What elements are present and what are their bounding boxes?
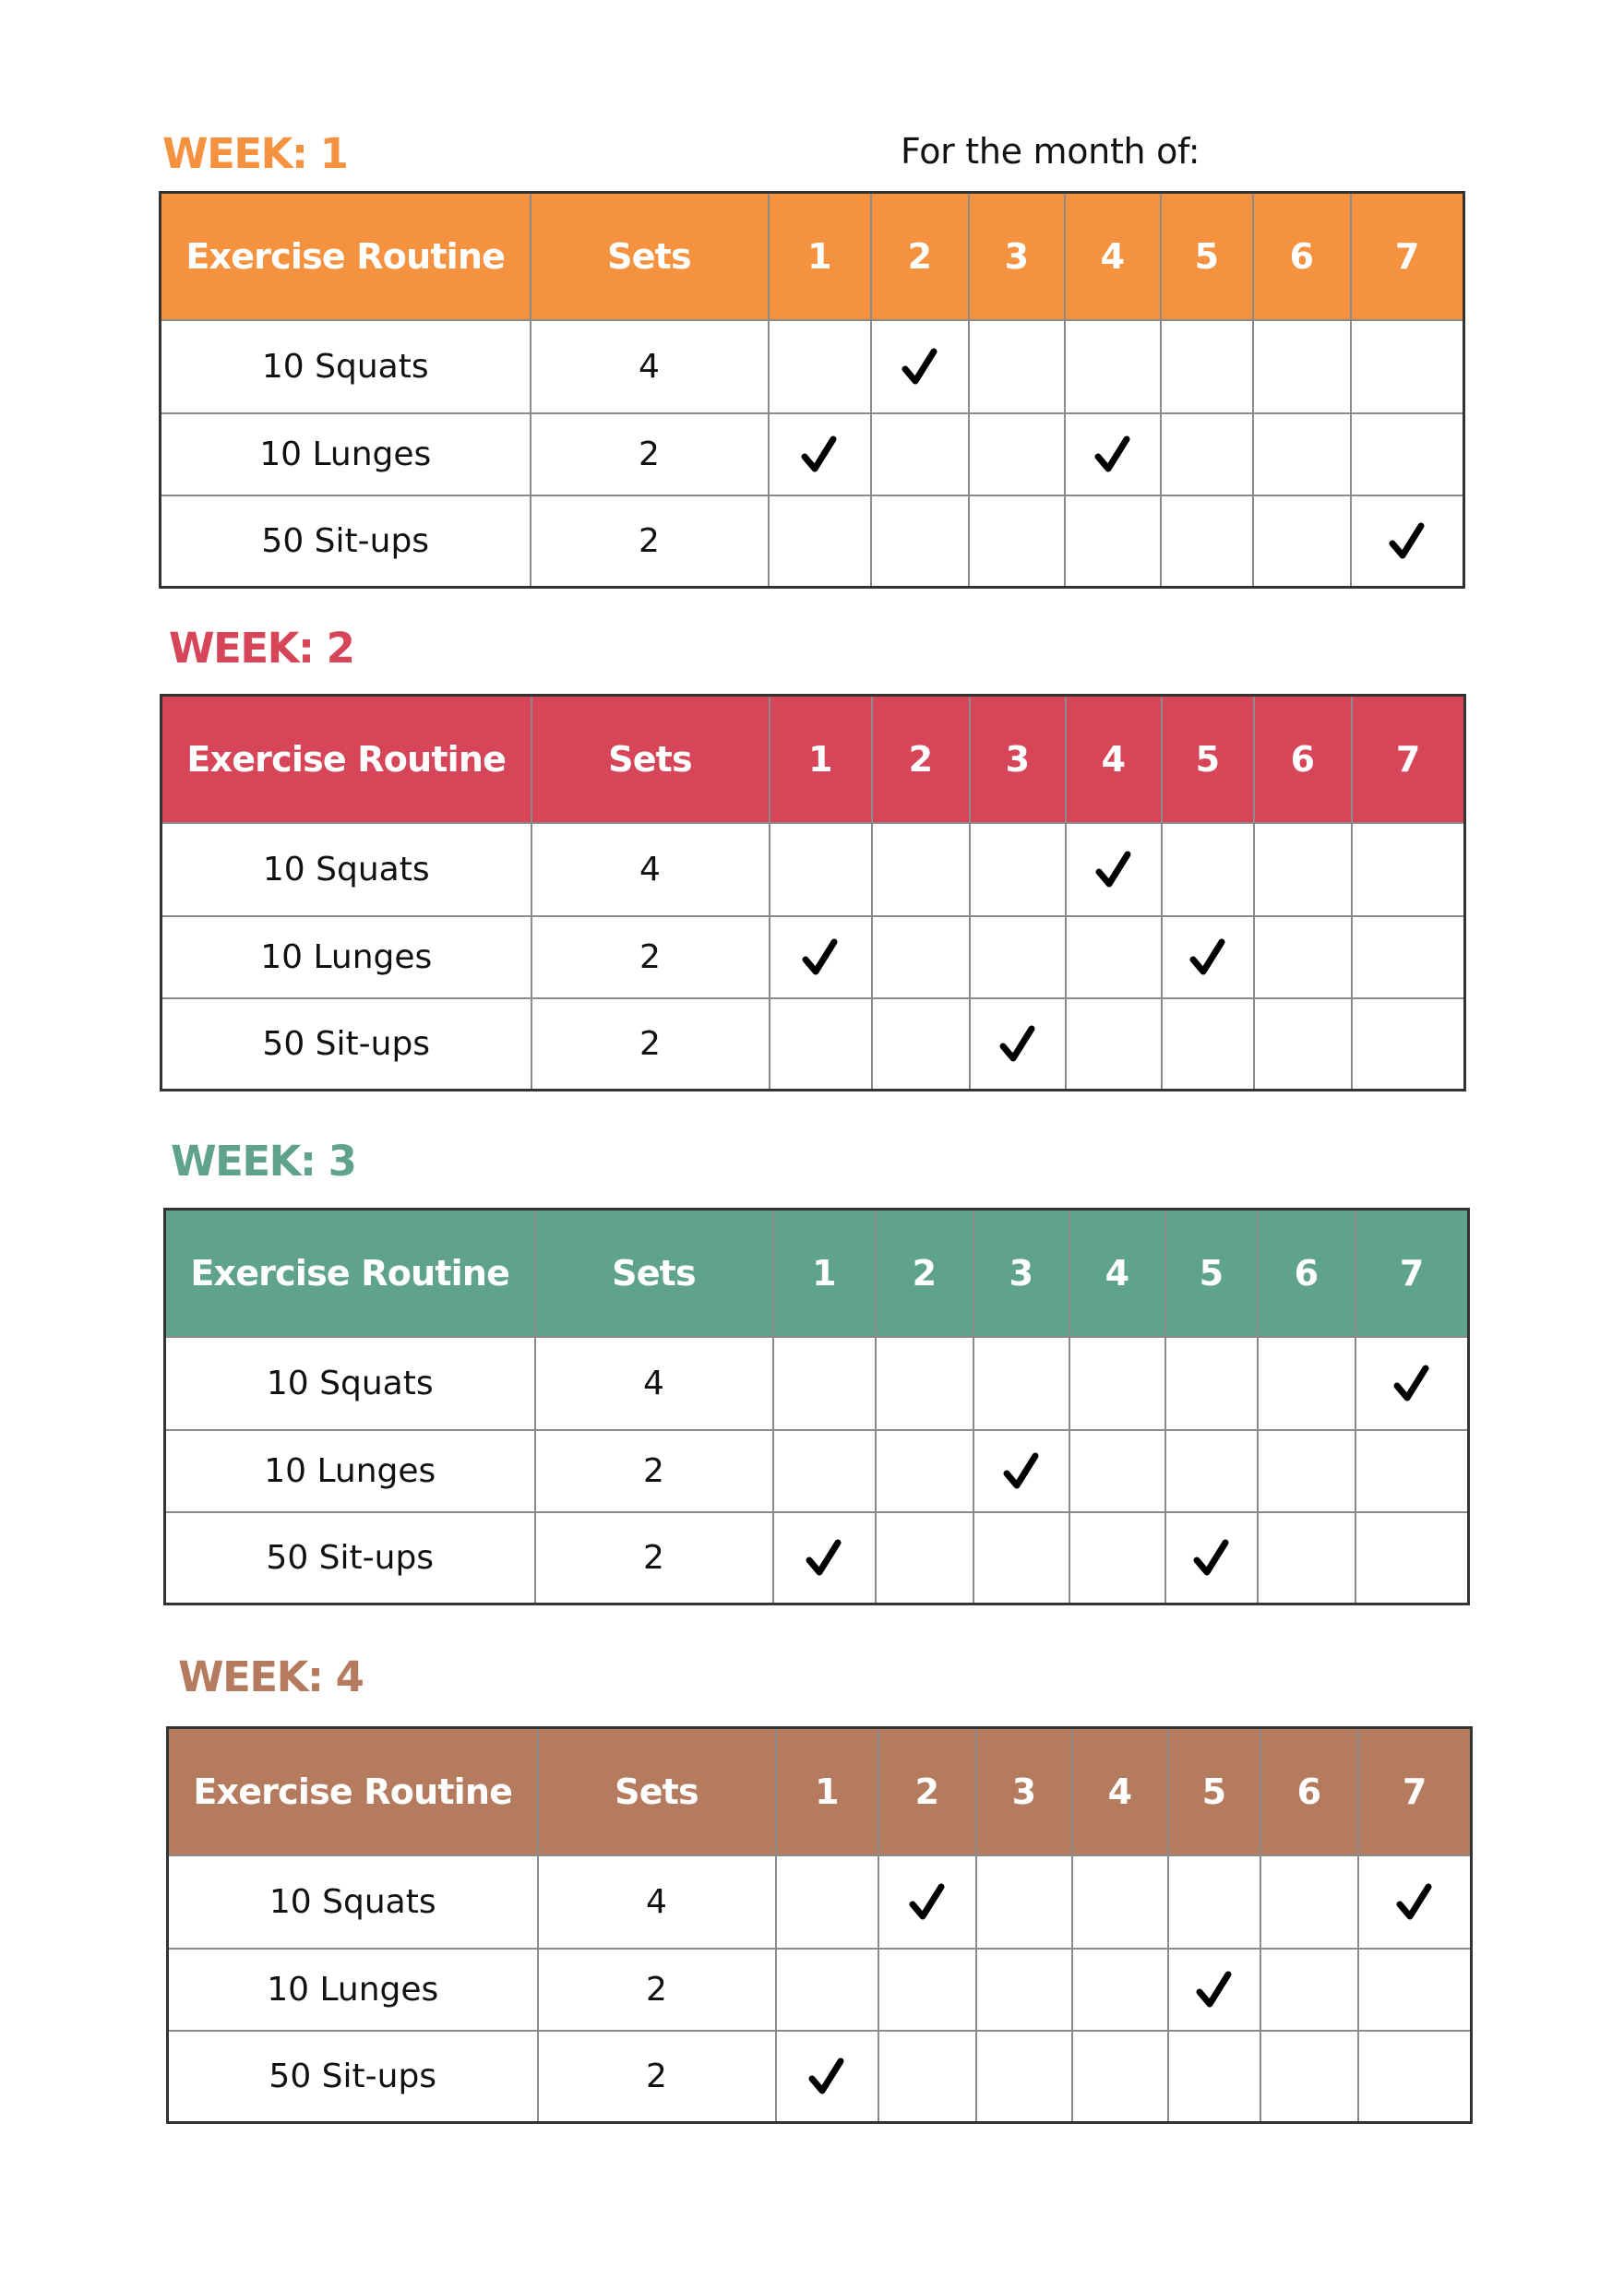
day-6-cell[interactable] <box>1258 1430 1355 1512</box>
day-1-cell[interactable] <box>773 1512 876 1604</box>
week-2-title: WEEK: 2 <box>169 624 354 673</box>
day-1-cell[interactable] <box>769 320 871 413</box>
checkmark-icon <box>1195 1970 1234 2010</box>
day-5-cell[interactable] <box>1162 916 1254 998</box>
header-day-6: 6 <box>1258 1210 1355 1338</box>
day-4-cell[interactable] <box>1065 320 1161 413</box>
header-exercise-routine: Exercise Routine <box>168 1728 538 1856</box>
day-5-cell[interactable] <box>1165 1430 1258 1512</box>
day-3-cell[interactable] <box>976 1855 1072 1949</box>
day-1-cell[interactable] <box>776 2031 878 2123</box>
sets-value: 4 <box>535 1337 773 1430</box>
header-row <box>165 1210 1469 1338</box>
day-7-cell[interactable] <box>1355 1430 1469 1512</box>
day-1-cell[interactable] <box>770 823 872 916</box>
header-sets: Sets <box>531 696 770 824</box>
day-7-cell[interactable] <box>1351 495 1464 588</box>
exercise-row <box>165 1337 1469 1430</box>
exercise-name: 10 Squats <box>161 320 531 413</box>
day-1-cell[interactable] <box>773 1430 876 1512</box>
day-5-cell[interactable] <box>1162 823 1254 916</box>
day-6-cell[interactable] <box>1253 320 1351 413</box>
header-day-6: 6 <box>1253 193 1351 321</box>
sets-value: 2 <box>535 1512 773 1604</box>
day-2-cell[interactable] <box>872 916 970 998</box>
header-day-4: 4 <box>1072 1728 1168 1856</box>
header-day-5: 5 <box>1162 696 1254 824</box>
checkmark-icon <box>1392 1364 1431 1404</box>
header-day-2: 2 <box>872 696 970 824</box>
exercise-row <box>161 916 1465 998</box>
day-7-cell[interactable] <box>1358 1855 1472 1949</box>
header-day-2: 2 <box>878 1728 976 1856</box>
day-4-cell[interactable] <box>1065 495 1161 588</box>
checkmark-icon <box>998 1024 1037 1065</box>
day-2-cell[interactable] <box>876 1512 973 1604</box>
month-label: For the month of: <box>901 131 1200 172</box>
day-3-cell[interactable] <box>970 823 1066 916</box>
exercise-row <box>168 1949 1472 2031</box>
exercise-row <box>165 1430 1469 1512</box>
day-7-cell[interactable] <box>1358 2031 1472 2123</box>
day-7-cell[interactable] <box>1355 1512 1469 1604</box>
header-exercise-routine: Exercise Routine <box>165 1210 535 1338</box>
day-6-cell[interactable] <box>1253 413 1351 495</box>
day-4-cell[interactable] <box>1072 2031 1168 2123</box>
day-4-cell[interactable] <box>1066 916 1162 998</box>
exercise-name: 10 Lunges <box>168 1949 538 2031</box>
checkmark-icon <box>1388 521 1427 562</box>
checkmark-icon <box>807 2057 846 2097</box>
day-2-cell[interactable] <box>876 1430 973 1512</box>
exercise-name: 10 Lunges <box>165 1430 535 1512</box>
header-day-3: 3 <box>973 1210 1069 1338</box>
exercise-row <box>161 998 1465 1091</box>
day-5-cell[interactable] <box>1168 1855 1260 1949</box>
header-day-2: 2 <box>876 1210 973 1338</box>
day-1-cell[interactable] <box>770 998 872 1091</box>
day-7-cell[interactable] <box>1351 320 1464 413</box>
day-3-cell[interactable] <box>970 916 1066 998</box>
day-4-cell[interactable] <box>1069 1337 1165 1430</box>
exercise-row <box>161 495 1464 588</box>
header-day-1: 1 <box>776 1728 878 1856</box>
checkmark-icon <box>1094 850 1133 890</box>
exercise-name: 50 Sit-ups <box>161 495 531 588</box>
header-day-4: 4 <box>1066 696 1162 824</box>
exercise-name: 50 Sit-ups <box>165 1512 535 1604</box>
header-day-3: 3 <box>970 696 1066 824</box>
day-6-cell[interactable] <box>1260 1949 1358 2031</box>
day-3-cell[interactable] <box>976 1949 1072 2031</box>
header-day-7: 7 <box>1352 696 1465 824</box>
sets-value: 2 <box>538 1949 776 2031</box>
day-2-cell[interactable] <box>872 998 970 1091</box>
checkmark-icon <box>805 1538 843 1579</box>
week-3-title: WEEK: 3 <box>171 1137 356 1186</box>
day-4-cell[interactable] <box>1066 823 1162 916</box>
exercise-name: 50 Sit-ups <box>161 998 531 1091</box>
day-2-cell[interactable] <box>872 823 970 916</box>
exercise-row <box>161 413 1464 495</box>
exercise-name: 50 Sit-ups <box>168 2031 538 2123</box>
day-5-cell[interactable] <box>1162 998 1254 1091</box>
day-6-cell[interactable] <box>1260 1855 1358 1949</box>
exercise-name: 10 Lunges <box>161 413 531 495</box>
day-7-cell[interactable] <box>1352 823 1465 916</box>
week-3-table <box>163 1208 1470 1605</box>
day-1-cell[interactable] <box>776 1855 878 1949</box>
exercise-name: 10 Squats <box>161 823 531 916</box>
week-1-table <box>159 191 1465 589</box>
header-day-3: 3 <box>969 193 1065 321</box>
day-4-cell[interactable] <box>1072 1949 1168 2031</box>
checkmark-icon <box>908 1882 947 1923</box>
day-6-cell[interactable] <box>1254 998 1352 1091</box>
header-day-1: 1 <box>769 193 871 321</box>
sets-value: 2 <box>531 916 770 998</box>
checkmark-icon <box>1093 435 1132 475</box>
day-2-cell[interactable] <box>878 1949 976 2031</box>
sets-value: 4 <box>531 823 770 916</box>
day-7-cell[interactable] <box>1352 916 1465 998</box>
day-4-cell[interactable] <box>1066 998 1162 1091</box>
header-day-6: 6 <box>1260 1728 1358 1856</box>
day-7-cell[interactable] <box>1355 1337 1469 1430</box>
day-3-cell[interactable] <box>973 1430 1069 1512</box>
day-3-cell[interactable] <box>970 998 1066 1091</box>
day-6-cell[interactable] <box>1260 2031 1358 2123</box>
week-4-table <box>166 1726 1473 2124</box>
day-3-cell[interactable] <box>969 413 1065 495</box>
day-3-cell[interactable] <box>976 2031 1072 2123</box>
exercise-row <box>168 2031 1472 2123</box>
day-5-cell[interactable] <box>1168 2031 1260 2123</box>
checkmark-icon <box>1002 1451 1041 1492</box>
header-sets: Sets <box>531 193 769 321</box>
day-5-cell[interactable] <box>1165 1337 1258 1430</box>
checkmark-icon <box>1395 1882 1434 1923</box>
sets-value: 2 <box>531 998 770 1091</box>
day-4-cell[interactable] <box>1069 1512 1165 1604</box>
day-6-cell[interactable] <box>1258 1512 1355 1604</box>
header-row <box>161 193 1464 321</box>
exercise-row <box>161 823 1465 916</box>
header-sets: Sets <box>535 1210 773 1338</box>
day-6-cell[interactable] <box>1258 1337 1355 1430</box>
day-2-cell[interactable] <box>871 495 969 588</box>
exercise-row <box>168 1855 1472 1949</box>
day-3-cell[interactable] <box>973 1337 1069 1430</box>
header-day-2: 2 <box>871 193 969 321</box>
header-day-3: 3 <box>976 1728 1072 1856</box>
week-4-title: WEEK: 4 <box>178 1652 364 1701</box>
checkmark-icon <box>800 435 839 475</box>
sets-value: 2 <box>538 2031 776 2123</box>
day-3-cell[interactable] <box>969 495 1065 588</box>
day-5-cell[interactable] <box>1168 1949 1260 2031</box>
day-1-cell[interactable] <box>773 1337 876 1430</box>
header-day-4: 4 <box>1065 193 1161 321</box>
header-row <box>161 696 1465 824</box>
header-day-4: 4 <box>1069 1210 1165 1338</box>
day-1-cell[interactable] <box>769 413 871 495</box>
day-7-cell[interactable] <box>1352 998 1465 1091</box>
checkmark-icon <box>1192 1538 1231 1579</box>
exercise-name: 10 Squats <box>168 1855 538 1949</box>
day-4-cell[interactable] <box>1072 1855 1168 1949</box>
header-day-5: 5 <box>1161 193 1253 321</box>
sets-value: 2 <box>531 413 769 495</box>
header-day-1: 1 <box>770 696 872 824</box>
day-4-cell[interactable] <box>1065 413 1161 495</box>
week-2-table <box>160 694 1466 1091</box>
exercise-name: 10 Squats <box>165 1337 535 1430</box>
day-2-cell[interactable] <box>871 413 969 495</box>
day-4-cell[interactable] <box>1069 1430 1165 1512</box>
day-5-cell[interactable] <box>1161 320 1253 413</box>
day-5-cell[interactable] <box>1161 495 1253 588</box>
day-6-cell[interactable] <box>1254 823 1352 916</box>
header-day-6: 6 <box>1254 696 1352 824</box>
day-2-cell[interactable] <box>876 1337 973 1430</box>
sets-value: 4 <box>531 320 769 413</box>
day-7-cell[interactable] <box>1351 413 1464 495</box>
day-1-cell[interactable] <box>776 1949 878 2031</box>
header-day-7: 7 <box>1358 1728 1472 1856</box>
day-1-cell[interactable] <box>770 916 872 998</box>
day-2-cell[interactable] <box>878 1855 976 1949</box>
exercise-row <box>161 320 1464 413</box>
week-1-title: WEEK: 1 <box>162 129 348 178</box>
day-5-cell[interactable] <box>1165 1512 1258 1604</box>
day-2-cell[interactable] <box>871 320 969 413</box>
header-day-7: 7 <box>1351 193 1464 321</box>
day-3-cell[interactable] <box>973 1512 1069 1604</box>
sets-value: 2 <box>531 495 769 588</box>
day-5-cell[interactable] <box>1161 413 1253 495</box>
header-sets: Sets <box>538 1728 776 1856</box>
checkmark-icon <box>801 937 840 978</box>
exercise-row <box>165 1512 1469 1604</box>
header-day-1: 1 <box>773 1210 876 1338</box>
header-day-7: 7 <box>1355 1210 1469 1338</box>
header-day-5: 5 <box>1165 1210 1258 1338</box>
exercise-name: 10 Lunges <box>161 916 531 998</box>
sets-value: 4 <box>538 1855 776 1949</box>
header-day-5: 5 <box>1168 1728 1260 1856</box>
day-6-cell[interactable] <box>1254 916 1352 998</box>
sets-value: 2 <box>535 1430 773 1512</box>
header-exercise-routine: Exercise Routine <box>161 696 531 824</box>
checkmark-icon <box>1188 937 1227 978</box>
checkmark-icon <box>901 347 939 388</box>
day-1-cell[interactable] <box>769 495 871 588</box>
header-exercise-routine: Exercise Routine <box>161 193 531 321</box>
header-row <box>168 1728 1472 1856</box>
day-6-cell[interactable] <box>1253 495 1351 588</box>
day-3-cell[interactable] <box>969 320 1065 413</box>
day-7-cell[interactable] <box>1358 1949 1472 2031</box>
day-2-cell[interactable] <box>878 2031 976 2123</box>
